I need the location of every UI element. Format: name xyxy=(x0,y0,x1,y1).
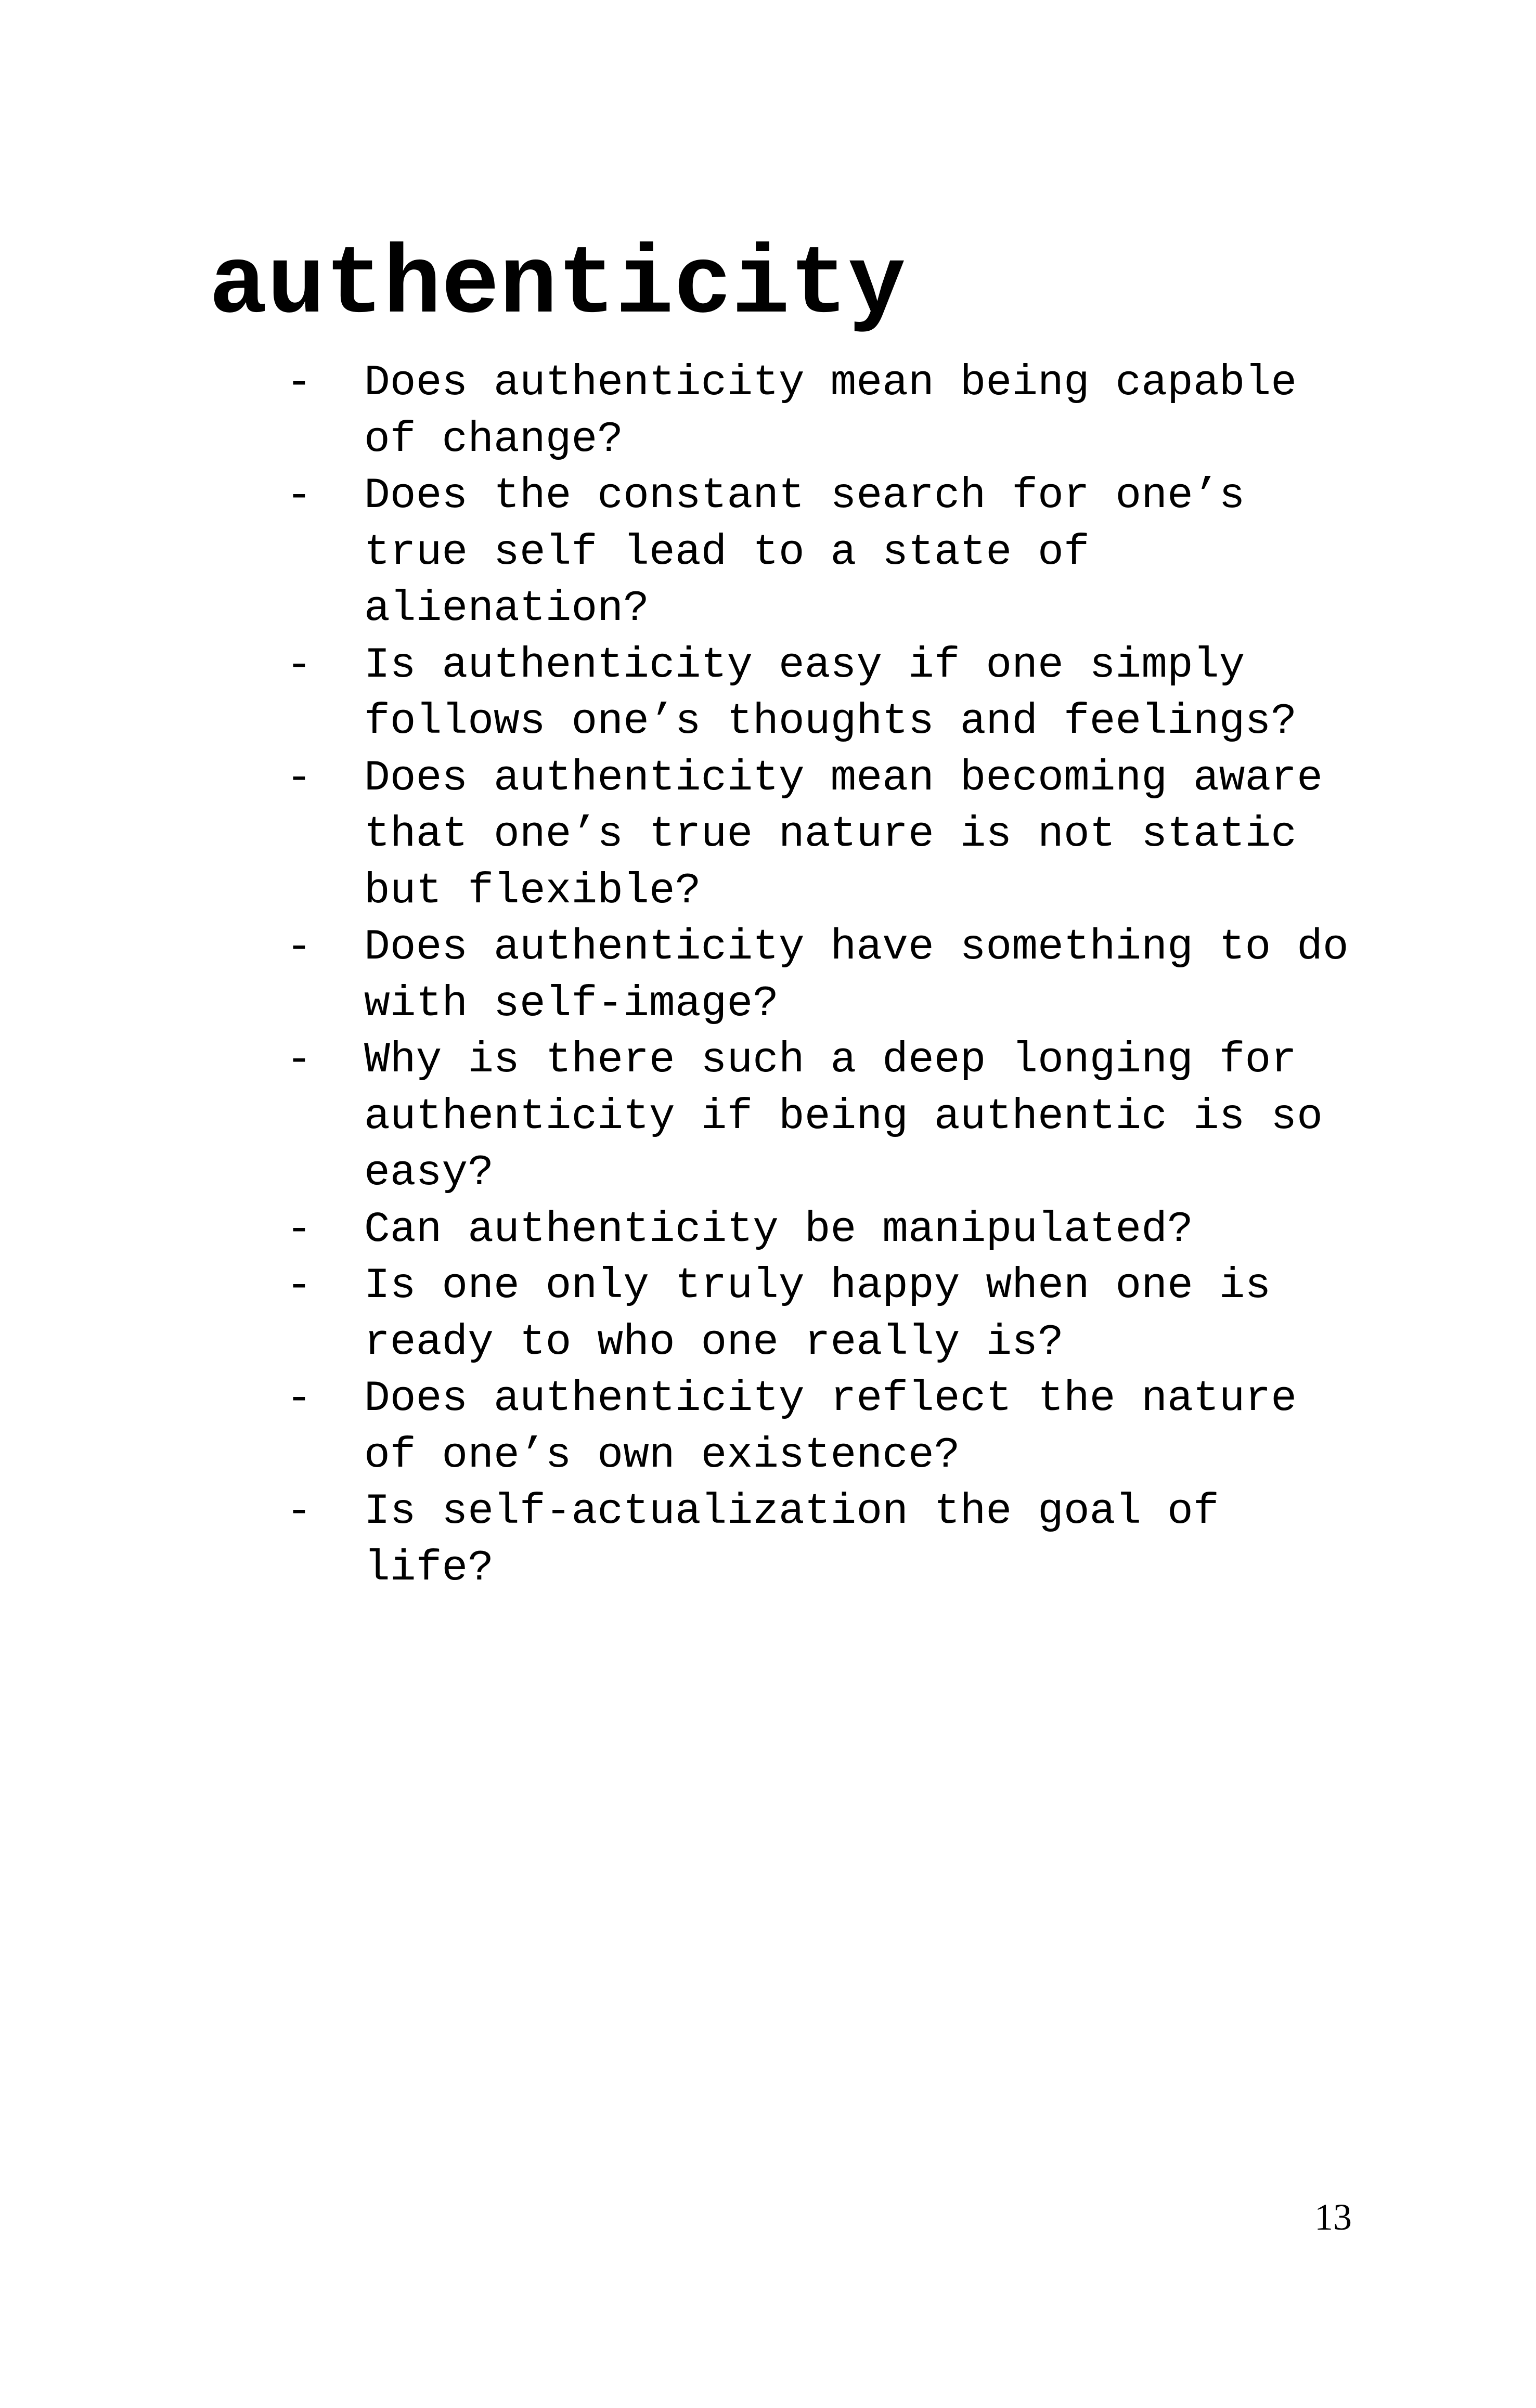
question-item xyxy=(286,468,1430,637)
question-text: Does authenticity have something to do with self-image? xyxy=(364,923,1349,1028)
dash-bullet: - xyxy=(286,471,312,520)
dash-bullet: - xyxy=(286,1205,312,1254)
dash-bullet: - xyxy=(286,1261,312,1310)
question-item xyxy=(286,1258,1430,1370)
question-item xyxy=(286,1370,1430,1483)
dash-bullet: - xyxy=(286,358,312,407)
question-text: Does the constant search for one’s true self lead to a state of alienation? xyxy=(364,471,1245,633)
question-text: Does authenticity mean becoming aware that one’s true nature is not static but flexible? xyxy=(364,753,1323,915)
question-item xyxy=(286,750,1430,920)
page-number: 13 xyxy=(1314,2196,1352,2238)
question-list xyxy=(286,355,1430,1596)
question-text: Does authenticity reflect the nature of one’s own existence? xyxy=(364,1374,1297,1480)
page-title: authenticity xyxy=(209,231,906,341)
question-text: Is self-actualization the goal of life? xyxy=(364,1487,1219,1593)
question-text: Is authenticity easy if one simply follows one’s thoughts and feelings? xyxy=(364,640,1297,746)
question-text: Is one only truly happy when one is ready to who one really is? xyxy=(364,1261,1271,1367)
question-item xyxy=(286,637,1430,750)
question-text: Why is there such a deep longing for authenticity if being authentic is so easy? xyxy=(364,1035,1323,1197)
question-item xyxy=(286,919,1430,1032)
question-item xyxy=(286,1483,1430,1596)
dash-bullet: - xyxy=(286,1487,312,1536)
question-text: Does authenticity mean being capable of change? xyxy=(364,358,1297,464)
dash-bullet: - xyxy=(286,923,312,972)
dash-bullet: - xyxy=(286,1035,312,1084)
question-text: Can authenticity be manipulated? xyxy=(364,1205,1193,1254)
question-item xyxy=(286,355,1430,468)
question-item xyxy=(286,1032,1430,1201)
question-item xyxy=(286,1201,1430,1258)
dash-bullet: - xyxy=(286,1374,312,1423)
dash-bullet: - xyxy=(286,753,312,802)
dash-bullet: - xyxy=(286,640,312,690)
